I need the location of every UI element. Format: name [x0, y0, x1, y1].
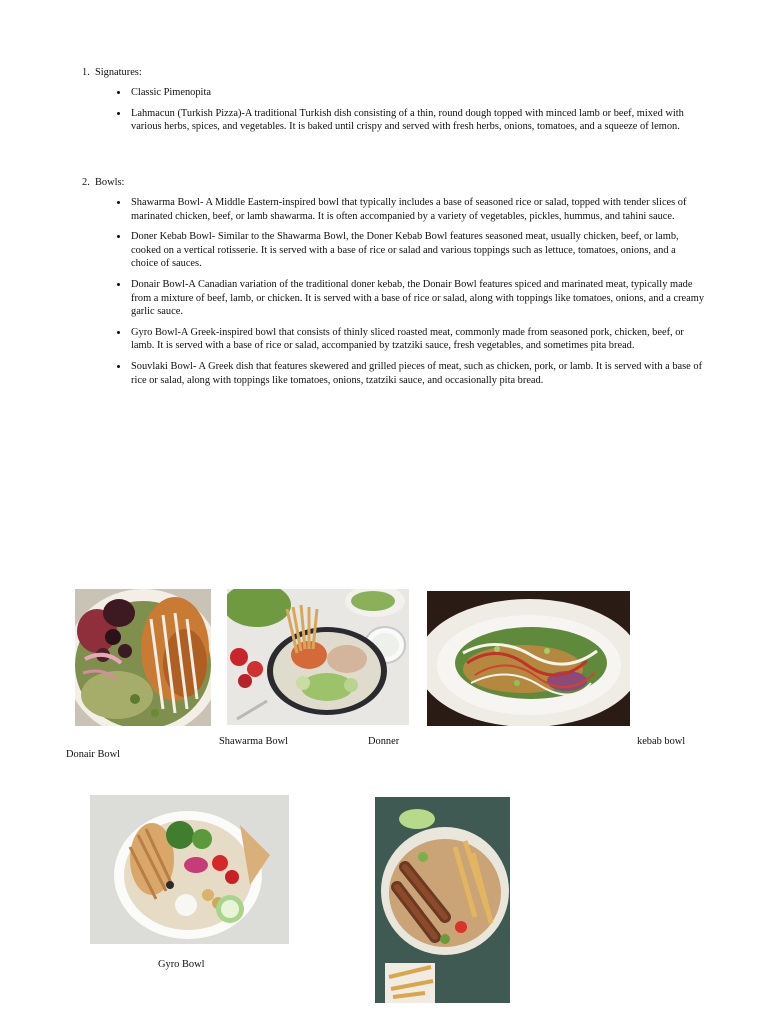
signatures-list — [131, 86, 705, 141]
caption-shawarma-bowl: Shawarma Bowl — [219, 736, 288, 747]
section-1-title: 1. Signatures: — [82, 67, 142, 78]
list-item: Lahmacun (Turkish Pizza)-A traditional Turkish dish consisting of a thin, round dough topped with minced lamb or beef, mixed with various herbs, spices, and vegetables. It is baked until crispy and served with fresh herbs, onions, tomatoes, and a squeeze of lemon. — [131, 107, 705, 134]
section-2-title: 2. Bowls: — [82, 177, 125, 188]
caption-donair-bowl: Donair Bowl — [66, 749, 120, 760]
caption-kebab-bowl: kebab bowl — [637, 736, 686, 747]
list-item: Gyro Bowl-A Greek-inspired bowl that consists of thinly sliced roasted meat, commonly made from seasoned pork, chicken, beef, or lamb. It is served with a base of rice or salad, accompanied by tzatziki sauce, fresh vegetables, and sometimes pita bread. — [131, 326, 705, 353]
list-item: Classic Pimenopita — [131, 86, 705, 100]
caption-gyro-bowl: Gyro Bowl — [158, 959, 205, 970]
list-item: Shawarma Bowl- A Middle Eastern-inspired bowl that typically includes a base of seasoned rice or salad, topped with tender slices of marinated chicken, beef, or lamb shawarma. It is often accompanied by a variety of vegetables, pickles, hummus, and tahini sauce. — [131, 196, 705, 223]
list-item: Souvlaki Bowl- A Greek dish that features skewered and grilled pieces of meat, such as chicken, pork, or lamb. It is served with a base of rice or salad, along with toppings like tomatoes, onions, tzatziki sauce, and occasionally pita bread. — [131, 360, 705, 387]
caption-donner: Donner — [368, 736, 400, 747]
shawarma-bowl-photo — [227, 589, 409, 725]
donner-kebab-bowl-photo — [427, 591, 630, 726]
bowls-list — [131, 196, 705, 394]
list-item: Donair Bowl-A Canadian variation of the traditional doner kebab, the Donair Bowl features spiced and marinated meat, typically made from a mixture of beef, lamb, or chicken. It is served with a base of rice or salad, along with toppings like tomatoes, onions, and a creamy garlic sauce. — [131, 278, 705, 318]
list-item: Doner Kebab Bowl- Similar to the Shawarma Bowl, the Doner Kebab Bowl features seasoned meat, usually chicken, beef, or lamb, cooked on a vertical rotisserie. It is served with a base of rice or salad and various toppings such as lettuce, tomatoes, onions, and a choice of sauces. — [131, 230, 705, 271]
gyro-bowl-photo — [90, 795, 289, 944]
donair-bowl-photo — [75, 589, 211, 726]
souvlaki-bowl-photo — [375, 797, 510, 1003]
